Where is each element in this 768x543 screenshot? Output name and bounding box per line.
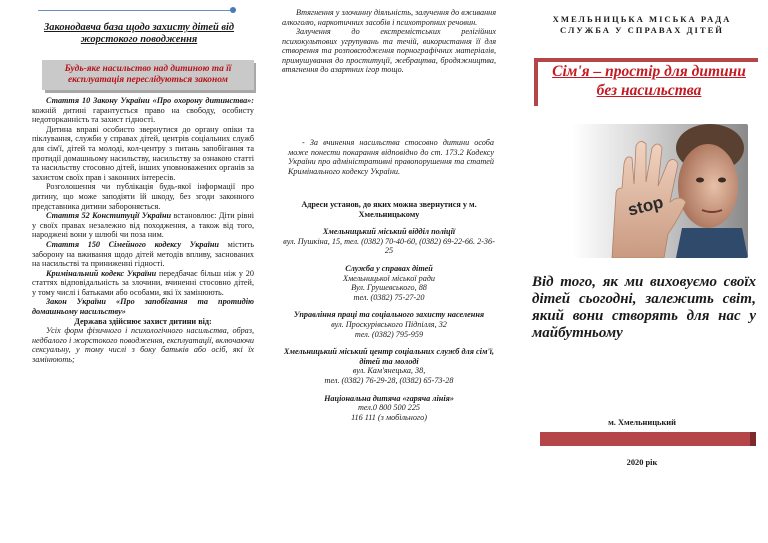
disclosure-paragraph: Розголошення чи публікація будь-якої інформації про дитину, що може заподіяти їй шкоду, без згоди законного представника дитини забороняється. [32,182,254,211]
protection-list [282,8,496,75]
article-150 [32,240,254,269]
cover-quote: Від того, як ми виховуємо своїх дітей сьогодні, залежить світ, який вони створять для нас у майбутньому [532,274,756,341]
article-52-text: встановлює: Діти рівні у своїх правах незалежно від походження, а також від того, народжені вони у шлюбі чи поза ним. [32,211,254,240]
top-rule [38,10,234,11]
service-name: Служба у справах дітей [345,263,433,273]
photo-stop-word: stop [625,192,666,220]
protection-item-crime: Втягнення у злочинну діяльність, залучення до вживання алкоголю, наркотичних засобів і психотропних речовин. [282,8,497,27]
footer-accent-bar [540,432,756,446]
hotline-mobile: 116 111 (з мобільного) [351,412,427,422]
cover-title-block [534,58,758,118]
column-cover [526,0,758,543]
article-10-text: кожній дитині гарантується право на свободу, особисту недоторканність та захист гідності. [32,105,254,125]
law-banner [42,60,254,90]
top-rule-dot [230,7,236,13]
state-protection-head: Держава здійснює захист дитини від: [74,316,212,326]
organization-line-2: СЛУЖБА У СПРАВАХ ДІТЕЙ [560,25,724,35]
service-address: Вул. Грушевського, 88 [351,283,427,293]
article-10-head: Стаття 10 Закону України «Про охорону дитинства»: [46,96,254,105]
state-protection-text: Усіх форм фізичного і психологічного насильства, образ, недбалого і жорстокого поводження, експлуатації, включаючи сексуальну, у тому числі з боку батьків або осіб, які їх замінюють; [32,326,254,365]
labor-department-name: Управління праці та соціального захисту населення [293,310,485,320]
title-accent-side [534,58,538,106]
city-label: м. Хмельницький [608,418,676,427]
hotline-name: Національна дитяча «гаряча лінія» [324,393,454,403]
law-banner-text: Будь-яке насильство над дитиною та її експлуатація переслідуються законом [64,64,232,85]
police-address: вул. Пушкіна, 15, тел. (0382) 70-40-60, (0382) 69-22-66. 2-36-25 [283,236,495,256]
organization-line-1: ХМЕЛЬНИЦЬКА МІСЬКА РАДА [552,14,732,24]
domestic-violence-law: Закон України «Про запобігання та протидію домашньому насильству» [32,297,254,317]
cover-title: Сім'я – простір для дитини без насильства [552,63,746,99]
social-center-phone: тел. (0382) 76-29-28, (0382) 65-73-28 [324,375,454,385]
photo-illustration [572,124,748,258]
protection-item-extremism: Залучення до екстремістських релігійних психокультових угрупувань та течій, використання її для створення та розповсюдження порнографічних матеріалів, примушування до проституції, жебрацтва, бродяжництва, втягнення до азартних ігор тощо. [282,27,496,74]
contacts-heading: Адреси установ, до яких можна звернутися у м. Хмельницькому [301,200,477,219]
appeal-paragraph: Дитина вправі особисто звернутися до органу опіки та піклування, служби у справах дітей, центрів соціальних служб для сім'ї, дітей та молоді, кол-центру з питань запобігання та протидії домашньому насильству, насильству за ознакою статті та насильству стосовно дітей, інших уповноважених органів за захистом своїх прав і законних інтересів. [32,124,254,182]
service-subtitle: Хмельницької міської ради [342,273,436,283]
labor-department-phone: тел. (0382) 795-959 [354,329,424,339]
column-middle [272,0,506,543]
column-left [24,0,256,543]
criminal-code-head: Кримінальний кодекс України [46,268,157,278]
legislation-title: Законодавча база щодо захисту дітей від жорстокого поводження [43,22,235,45]
year-label: 2020 рік [626,458,658,467]
criminal-code-text: передбачає більш ніж у 20 статтях відповідальність за злочини, вчиненні стосовно дітей, у тому числі і батьками або особами, які їх замінюють. [32,268,254,297]
police-name: Хмельницький міський відділ поліції [322,227,456,237]
criminal-code [32,269,254,298]
article-150-head: Стаття 150 Сімейного кодексу України [46,239,219,249]
legislation-body [32,96,254,365]
social-center-address: вул. Кам'янецька, 38, [352,366,426,376]
article-52 [32,211,254,240]
hotline-phone: тел.0 800 500 225 [357,403,421,413]
stop-hand-photo [572,124,748,258]
service-phone: тел. (0382) 75-27-20 [353,292,425,302]
labor-department-address: вул. Проскурівського Підпілля, 32 [331,319,447,329]
article-150-text: містить заборону на вживання щодо дітей методів впливу, заснованих на насильстві та приниженні гідності. [32,239,254,269]
social-center-name: Хмельницький міський центр соціальних служб для сім'ї, дітей та молоді [283,347,495,366]
contacts-section [280,200,498,422]
organization-header [526,14,758,36]
liability-note-text: - За вчинення насильства стосовно дитини особа може понести покарання відповідно до ст. 173.2 Кодексу України про адміністративні правопорушення та статей Кримінального кодексу України. [288,138,494,176]
article-10 [32,96,254,125]
liability-note [288,138,494,176]
article-52-head: Стаття 52 Конституції України [46,211,172,221]
